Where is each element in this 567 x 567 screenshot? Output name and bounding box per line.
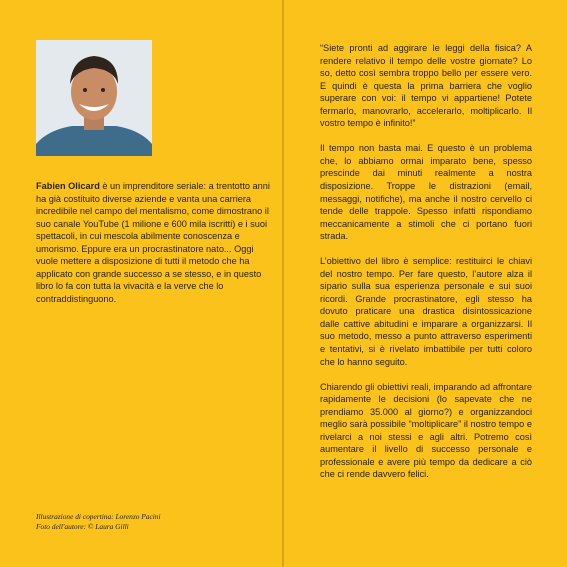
author-photo [36,40,152,156]
author-name: Fabien Olicard [36,181,100,191]
author-bio [36,180,274,305]
blurb-paragraph: Il tempo non basta mai. E questo è un problema che, lo abbiamo ormai imparato bene, spesso prescinde dai minuti realmente a nostra disposizione. Troppe le distrazioni (email, messaggi, notifiche), ma anche il nostro cervello ci tende delle trappole. Spesso infatti rispondiamo meccanicamente a stimoli che ci portano fuori strada. [320,143,532,242]
back-cover-blurb [320,42,532,494]
photo-credit: Foto dell'autore: © Laura Gilli [36,522,129,531]
blurb-paragraph: “Siete pronti ad aggirare le leggi della fisica? A rendere relativo il tempo delle vostre giornate? Lo so, detto così sembra troppo bello per essere vero. E quindi è questa la prima barriera che voglio superare con voi: il tempo vi appartiene! Potete fermarlo, manovrarlo, accelerarlo, moltiplicarlo. Il vostro tempo è infinito!” [320,43,532,129]
author-portrait-icon [36,40,152,156]
credits [36,512,266,532]
blurb-paragraph: Chiarendo gli obiettivi reali, imparando ad affrontare rapidamente le decisioni (lo sapevate che ne prendiamo 35.000 al giorno?) e organizzandoci meglio sarà possibile “moltiplicare” il nostro tempo e rivelarci a noi stessi e agli altri. Potremo così aumentare il livello di successo personale e professionale e avere più tempo da dedicare a ciò che ci rende davvero felici. [320,381,532,480]
cover-credit: Illustrazione di copertina: Lorenzo Pacini [36,512,161,521]
page-fold [282,0,284,567]
author-bio-text: è un imprenditore seriale: a trentotto anni ha già costituito diverse aziende e vanta una carriera incredibile nel campo del mentalismo, come dimostrano il suo canale YouTube (1 milione e 600 mila iscritti) e i suoi spettacoli, in cui mescola abilmente conoscenza e umorismo. Eppure era un procrastinatore nato... Oggi vuole mettere a disposizione di tutti il metodo che ha applicato con grande successo a se stesso, e in questo libro lo fa con tutta la vivacità e la verve che lo contraddistinguono. [36,181,270,304]
blurb-paragraph: L’obiettivo del libro è semplice: restituirci le chiavi del nostro tempo. Per fare questo, l’autore alza il sipario sulla sua esperienza personale e sui suoi ricordi. Grande procrastinatore, egli stesso ha dovuto praticare una drastica disintossicazione dalle cattive abitudini e imparare a organizzarsi. Il suo metodo, messo a punto attraverso esperimenti e tentativi, si è rivelato imbattibile per tutti coloro che lo hanno seguito. [320,256,532,367]
